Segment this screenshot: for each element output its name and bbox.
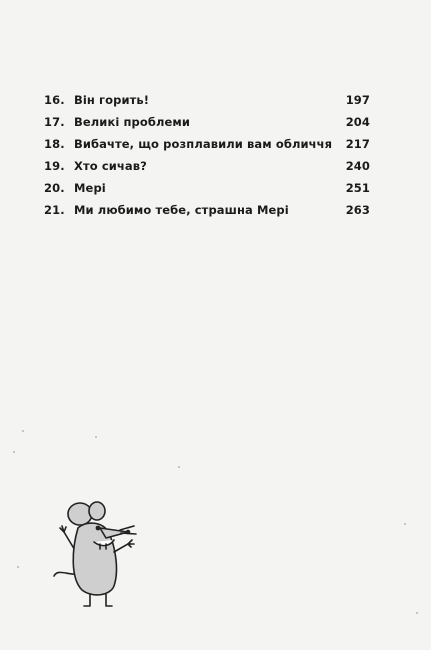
table-of-contents	[44, 93, 370, 225]
paper-speck	[13, 451, 15, 453]
chapter-page: 197	[345, 93, 370, 107]
chapter-page: 240	[345, 159, 370, 173]
paper-speck	[22, 430, 24, 432]
chapter-title: Вибачте, що розплавили вам обличчя	[74, 137, 333, 151]
paper-speck	[404, 523, 406, 525]
chapter-page: 217	[345, 137, 370, 151]
paper-speck	[178, 466, 180, 468]
mouse-icon	[52, 498, 148, 614]
toc-entry	[44, 159, 370, 181]
paper-speck	[416, 612, 418, 614]
toc-entry	[44, 93, 370, 115]
toc-entry	[44, 181, 370, 203]
paper-speck	[17, 566, 19, 568]
chapter-number: 16.	[44, 93, 65, 107]
toc-entry	[44, 203, 370, 225]
toc-entry	[44, 137, 370, 159]
chapter-title: Він горить!	[74, 93, 150, 107]
chapter-number: 21.	[44, 203, 65, 217]
chapter-title: Хто сичав?	[74, 159, 147, 173]
chapter-number: 17.	[44, 115, 65, 129]
chapter-title: Великі проблеми	[74, 115, 191, 129]
chapter-page: 263	[345, 203, 370, 217]
chapter-title: Ми любимо тебе, страшна Мері	[74, 203, 289, 217]
paper-speck	[95, 436, 97, 438]
chapter-number: 20.	[44, 181, 65, 195]
chapter-page: 204	[345, 115, 370, 129]
chapter-number: 19.	[44, 159, 65, 173]
chapter-page: 251	[345, 181, 370, 195]
chapter-title: Мері	[74, 181, 106, 195]
toc-entry	[44, 115, 370, 137]
chapter-number: 18.	[44, 137, 65, 151]
